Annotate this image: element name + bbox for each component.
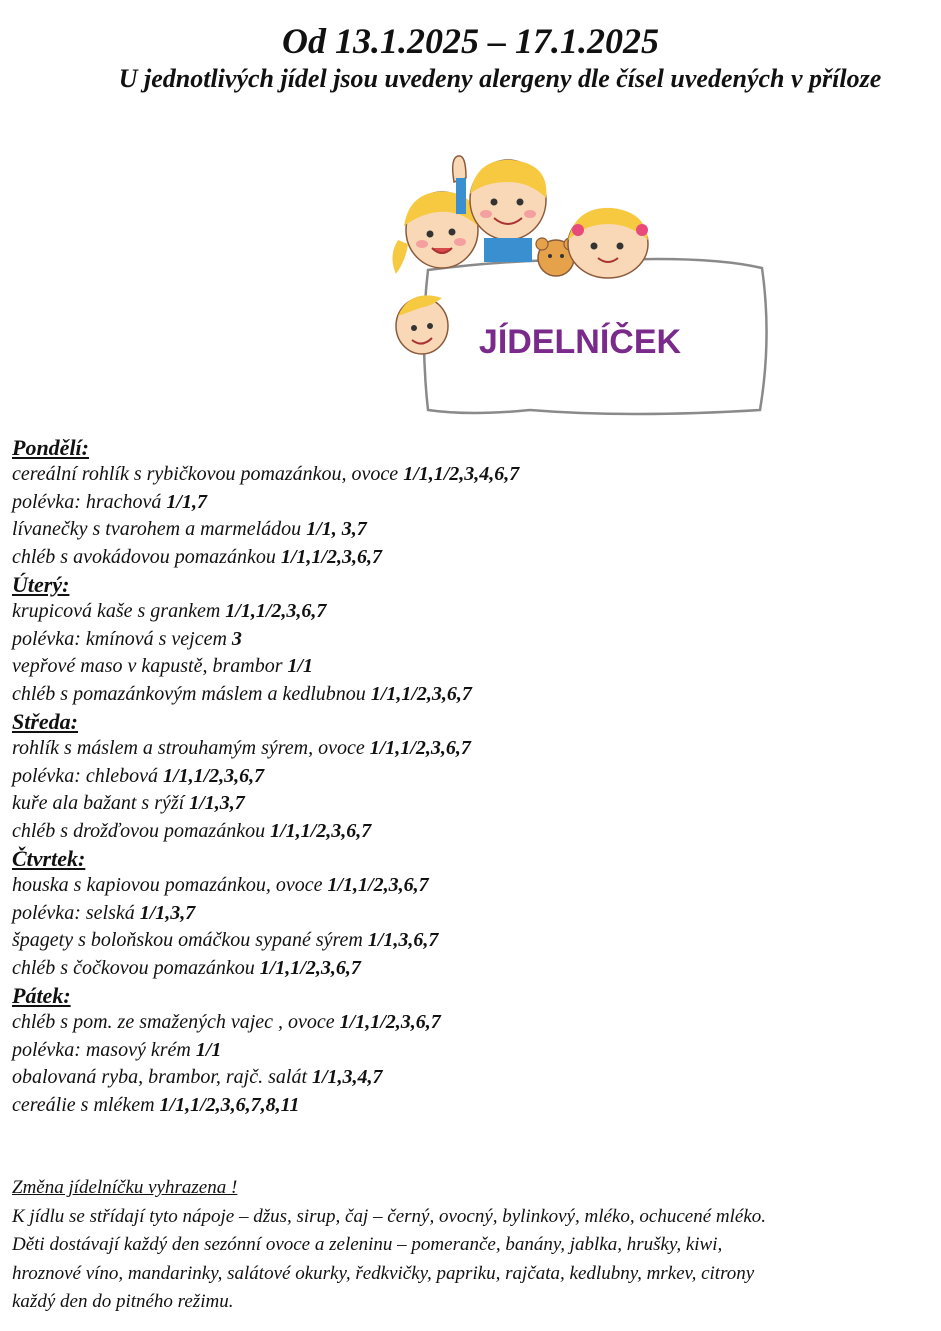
meal-name: chléb s pom. ze smažených vajec , ovoce [12,1011,340,1033]
meal-item [12,900,932,928]
meal-item [12,544,932,572]
meal-allergens: 1/1,1/2,3,6,7 [259,956,361,979]
note-line: hroznové víno, mandarinky, salátové okurky, ředkvičky, papriku, rajčata, kedlubny, mrkev, citrony [12,1262,755,1284]
meal-item [12,598,932,626]
meal-name: cereálie s mlékem [12,1093,160,1116]
meal-name: špagety s boloňskou omáčkou sypané sýrem [12,929,368,951]
meal-item [12,763,932,791]
day-heading: Středa: [12,709,78,734]
day-heading: Pondělí: [12,435,89,460]
meal-allergens: 1/1,3,4,7 [312,1066,383,1088]
meal-item [12,1064,932,1092]
note-line: K jídlu se střídají tyto nápoje – džus, sirup, čaj – černý, ovocný, bylinkový, mléko, ochucené mléko. [12,1205,767,1227]
meal-item [12,1009,932,1037]
meal-allergens: 1/1 [287,655,314,677]
children-banner-illustration [380,148,772,420]
menu-notes [12,1174,937,1317]
meal-item [12,818,932,846]
meal-item [12,790,932,818]
meal-allergens: 1/1 [195,1038,222,1061]
day-heading: Čtvrtek: [12,846,86,871]
meal-allergens: 1/1,1/2,3,6,7 [327,874,429,896]
meal-name: polévka: hrachová [12,490,167,513]
meal-item [12,872,932,900]
meal-allergens: 1/1,1/2,3,6,7 [370,682,472,705]
meal-allergens: 1/1,1/2,3,6,7 [163,764,265,787]
banner-text: JÍDELNÍČEK [478,323,682,361]
meal-allergens: 3 [231,627,242,650]
meal-allergens: 1/1,1/2,3,6,7 [270,819,372,842]
meal-name: polévka: selská [12,901,140,924]
meal-allergens: 1/1,3,7 [139,901,196,924]
meal-item [12,681,932,709]
note-line: každý den do pitného režimu. [12,1291,234,1312]
meal-item [12,516,932,544]
meal-item [12,955,932,983]
meal-allergens: 1/1, 3,7 [306,518,367,540]
meal-name: obalovaná ryba, brambor, rajč. salát [12,1066,312,1088]
menu-change-note: Změna jídelníčku vyhrazena ! [12,1177,238,1198]
meal-name: polévka: masový krém [12,1038,196,1061]
meal-name: lívanečky s tvarohem a marmeládou [12,518,307,540]
meal-name: chléb s čočkovou pomazánkou [12,956,260,979]
meal-item [12,461,932,489]
meal-name: polévka: chlebová [12,764,164,787]
meal-item [12,489,932,517]
day-heading: Pátek: [12,983,71,1008]
meal-allergens: 1/1,1/2,3,6,7 [280,545,382,568]
day-heading: Úterý: [12,572,70,597]
meal-item [12,927,932,955]
meal-name: cereální rohlík s rybičkovou pomazánkou, ovoce [12,463,404,485]
meal-name: chléb s drožďovou pomazánkou [12,819,271,842]
meal-name: chléb s avokádovou pomazánkou [12,545,281,568]
meal-item [12,653,932,681]
meal-name: chléb s pomazánkovým máslem a kedlubnou [12,682,371,705]
meal-allergens: 1/1,3,7 [189,792,245,814]
meal-allergens: 1/1,1/2,3,4,6,7 [403,463,520,485]
meal-name: kuře ala bažant s rýží [12,792,190,814]
weekly-menu [12,434,932,1119]
meal-item [12,735,932,763]
note-line: Děti dostávají každý den sezónní ovoce a zeleninu – pomeranče, banány, jablka, hrušky, kiwi, [12,1234,723,1255]
meal-allergens: 1/1,1/2,3,6,7,8,11 [159,1093,300,1116]
meal-name: houska s kapiovou pomazánkou, ovoce [12,874,328,896]
meal-name: vepřové maso v kapustě, brambor [12,655,288,677]
meal-allergens: 1/1,3,6,7 [367,929,439,951]
meal-item [12,626,932,654]
meal-item [12,1037,932,1065]
meal-allergens: 1/1,7 [166,490,207,513]
meal-name: rohlík s máslem a strouhamým sýrem, ovoce [12,737,370,759]
meal-allergens: 1/1,1/2,3,6,7 [369,737,471,759]
meal-name: krupicová kaše s grankem [12,600,226,622]
meal-item [12,1092,932,1120]
meal-allergens: 1/1,1/2,3,6,7 [225,600,327,622]
meal-name: polévka: kmínová s vejcem [12,627,232,650]
meal-allergens: 1/1,1/2,3,6,7 [339,1011,441,1033]
page-subtitle: U jednotlivých jídel jsou uvedeny alergeny dle čísel uvedených v příloze [118,64,882,93]
page-title: Od 13.1.2025 – 17.1.2025 [282,21,659,61]
